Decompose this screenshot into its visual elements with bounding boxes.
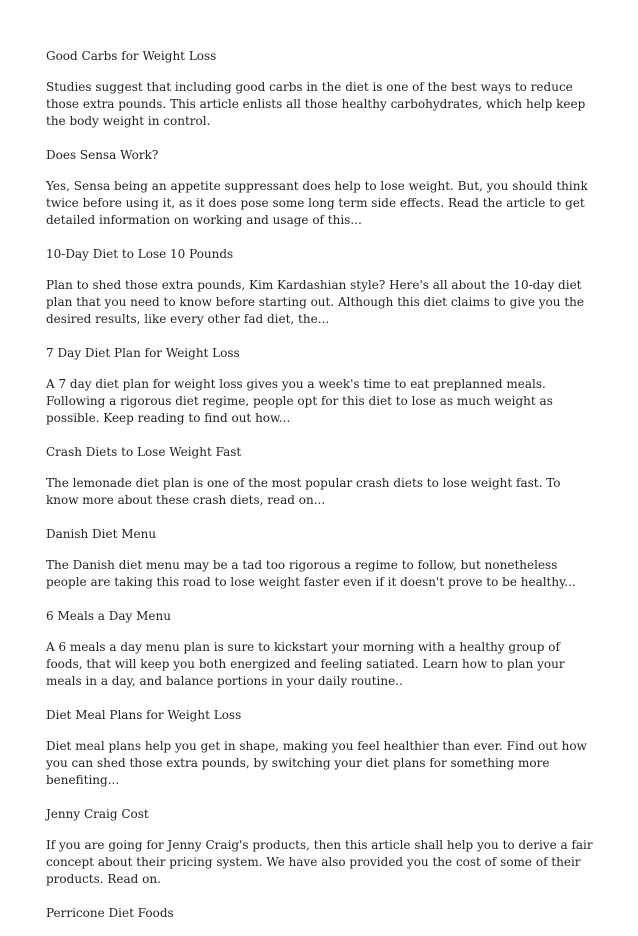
article-title: Crash Diets to Lose Weight Fast xyxy=(46,445,242,459)
article-jenny-craig xyxy=(46,806,596,888)
article-summary: Plan to shed those extra pounds, Kim Kardashian style? Here's all about the 10-day diet plan that you need to know before starting out. Although this diet claims to give you the desired results, like every other fad diet, the... xyxy=(46,278,584,326)
article-does-sensa-work xyxy=(46,147,596,229)
article-title: Perricone Diet Foods xyxy=(46,906,174,920)
article-crash-diets xyxy=(46,444,596,509)
article-title: Jenny Craig Cost xyxy=(46,807,149,821)
article-10-day-diet xyxy=(46,246,596,328)
article-diet-meal-plans xyxy=(46,707,596,789)
article-title: Diet Meal Plans for Weight Loss xyxy=(46,708,242,722)
article-perricone xyxy=(46,905,596,922)
article-summary: Diet meal plans help you get in shape, making you feel healthier than ever. Find out how you can shed those extra pounds, by switching your diet plans for something more benefiting... xyxy=(46,739,587,787)
article-title: 6 Meals a Day Menu xyxy=(46,609,171,623)
article-summary: A 6 meals a day menu plan is sure to kickstart your morning with a healthy group of foods, that will keep you both energized and feeling satiated. Learn how to plan your meals in a day, and balance portions in your daily routine.. xyxy=(46,640,565,688)
article-summary: A 7 day diet plan for weight loss gives you a week's time to eat preplanned meals. Following a rigorous diet regime, people opt for this diet to lose as much weight as possible. Keep reading to find out how... xyxy=(46,377,553,425)
document-page xyxy=(46,48,596,936)
article-good-carbs xyxy=(46,48,596,130)
article-6-meals xyxy=(46,608,596,690)
article-title: Does Sensa Work? xyxy=(46,148,159,162)
article-summary: The Danish diet menu may be a tad too rigorous a regime to follow, but nonetheless people are taking this road to lose weight faster even if it doesn't prove to be healthy... xyxy=(46,558,576,589)
article-7-day-diet xyxy=(46,345,596,427)
article-summary: If you are going for Jenny Craig's products, then this article shall help you to derive a fair concept about their pricing system. We have also provided you the cost of some of their products. Read on. xyxy=(46,838,593,886)
article-summary: The lemonade diet plan is one of the most popular crash diets to lose weight fast. To know more about these crash diets, read on... xyxy=(46,476,561,507)
article-title: Good Carbs for Weight Loss xyxy=(46,49,217,63)
article-danish-diet xyxy=(46,526,596,591)
article-summary: Yes, Sensa being an appetite suppressant does help to lose weight. But, you should think twice before using it, as it does pose some long term side effects. Read the article to get detailed information on working and usage of this... xyxy=(46,179,588,227)
article-summary: Studies suggest that including good carbs in the diet is one of the best ways to reduce those extra pounds. This article enlists all those healthy carbohydrates, which help keep the body weight in control. xyxy=(46,80,586,128)
article-title: 7 Day Diet Plan for Weight Loss xyxy=(46,346,240,360)
article-title: Danish Diet Menu xyxy=(46,527,157,541)
article-title: 10-Day Diet to Lose 10 Pounds xyxy=(46,247,234,261)
